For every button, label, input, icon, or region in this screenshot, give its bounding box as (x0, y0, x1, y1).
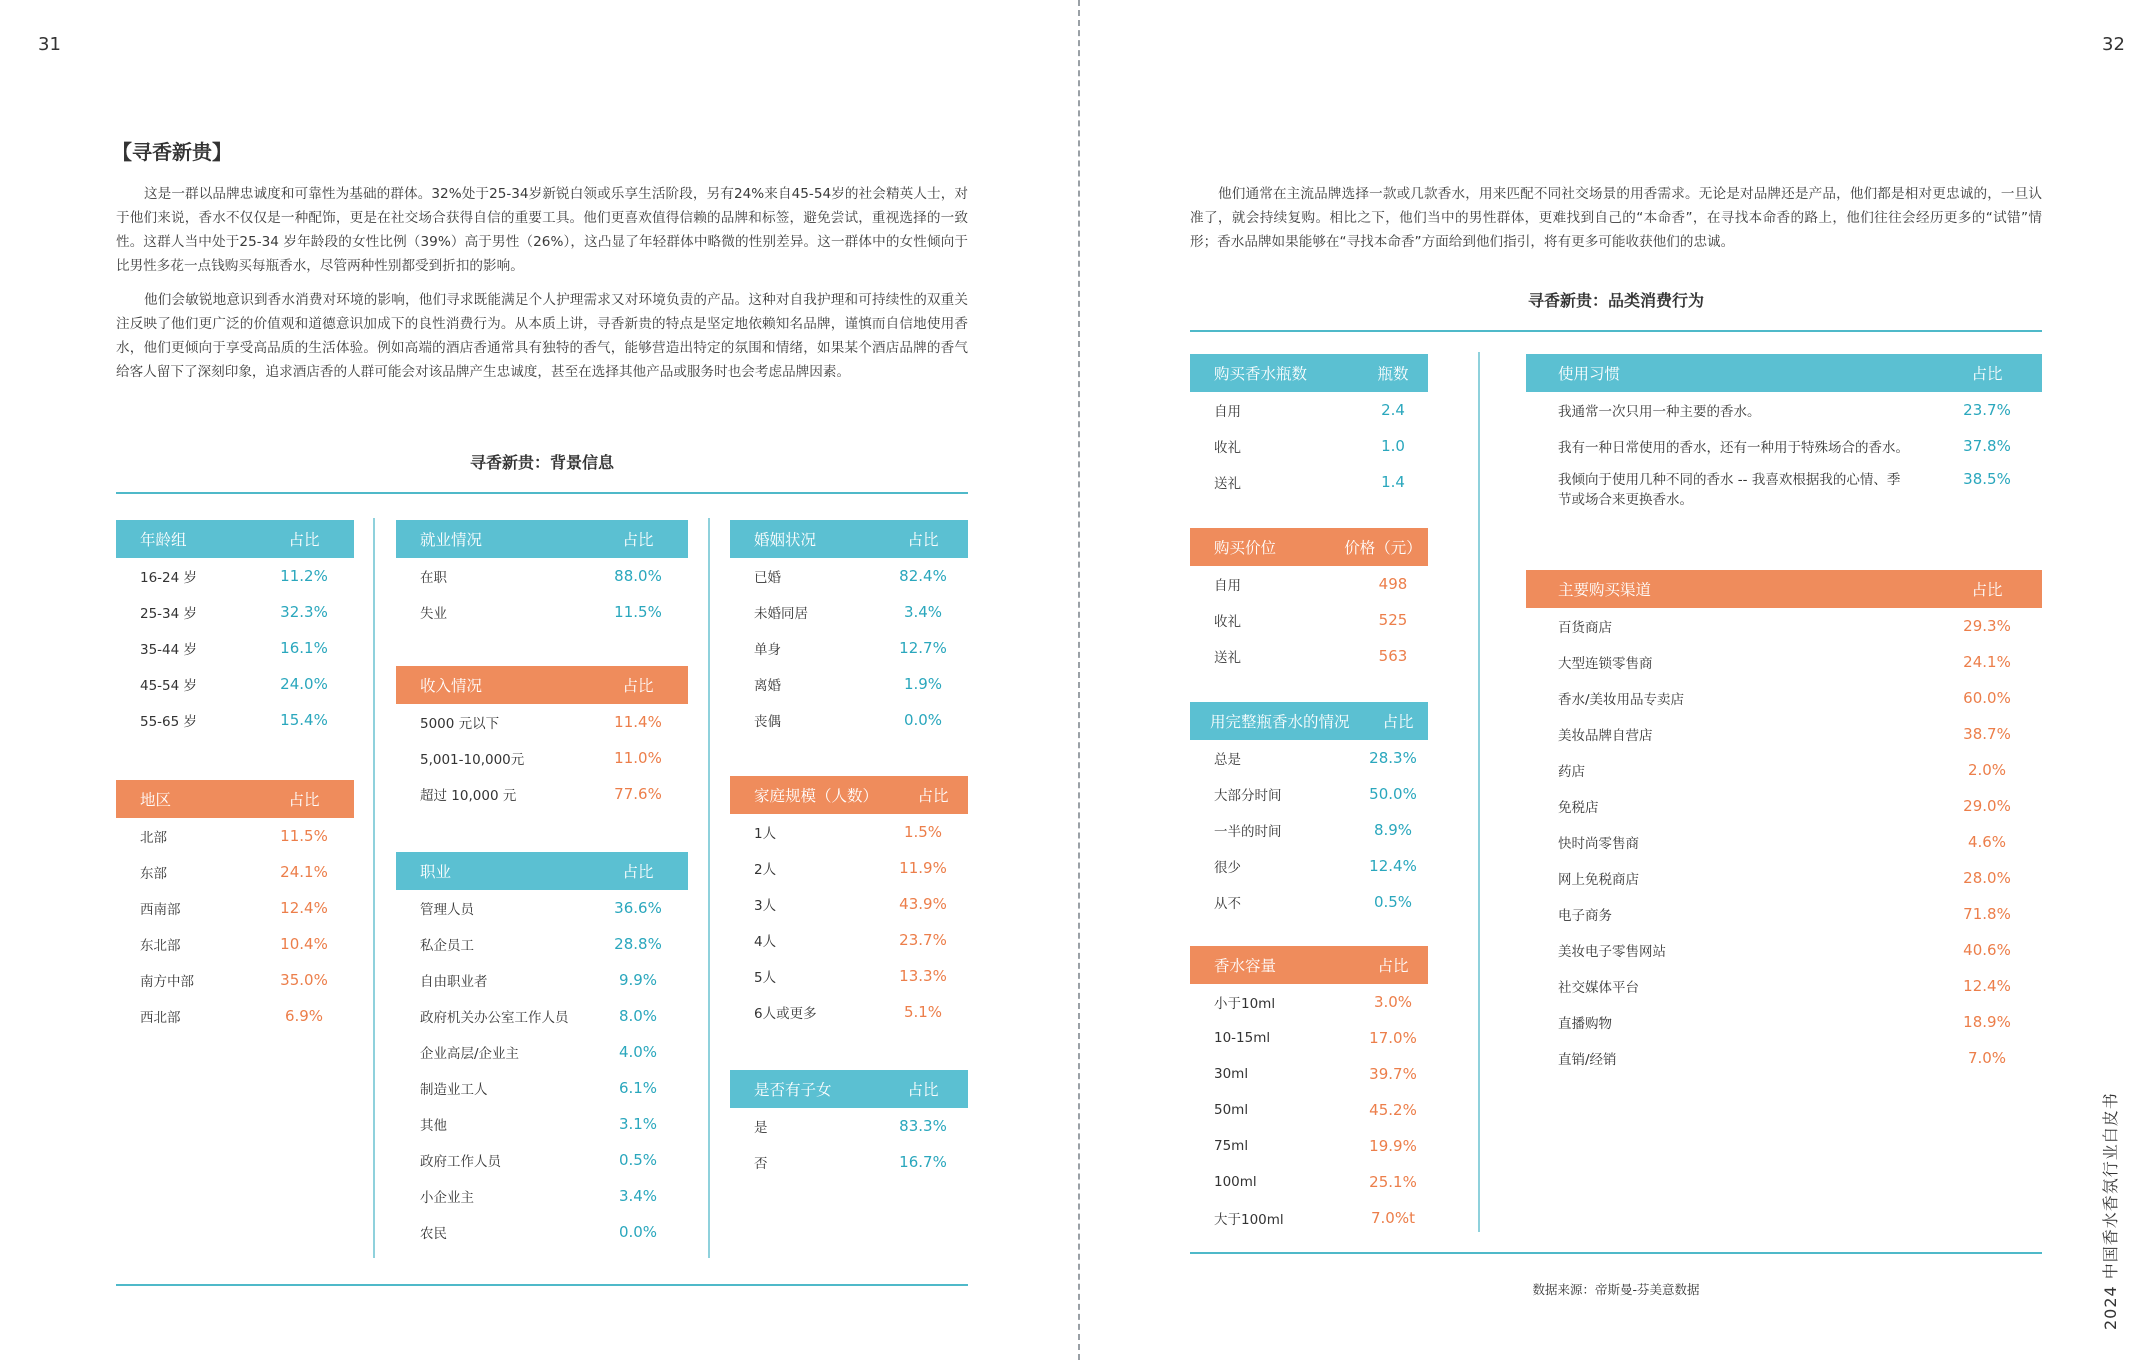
table-row (116, 926, 354, 962)
habits-table (1526, 354, 2042, 518)
row-label: 5人 (754, 970, 777, 986)
table-row (396, 1070, 688, 1106)
row-label: 大型连锁零售商 (1558, 656, 1653, 672)
right-bottom-rule (1190, 1252, 2042, 1254)
children-table (730, 1070, 968, 1180)
price-header-label: 购买价位 (1214, 539, 1277, 557)
row-value: 60.0% (1963, 689, 2011, 707)
side-title-text: 2024 中国香水香氛行业白皮书 (2101, 1092, 2120, 1330)
page-number-right: 32 (2102, 34, 2125, 55)
employment-header-label: 就业情况 (420, 531, 483, 549)
table-row (1526, 788, 2042, 824)
age-header-label: 年龄组 (140, 531, 187, 549)
table-row (396, 1106, 688, 1142)
table-row (396, 1214, 688, 1250)
row-label: 10-15ml (1214, 1030, 1271, 1046)
row-label: 政府工作人员 (420, 1154, 501, 1170)
table-row (1190, 884, 1428, 920)
table-row (1190, 1092, 1428, 1128)
side-title (2090, 1092, 2130, 1340)
row-label: 已婚 (754, 570, 781, 586)
row-value: 36.6% (614, 899, 662, 917)
row-value: 50.0% (1369, 785, 1417, 803)
occupation-table (396, 852, 688, 1250)
row-label: 收礼 (1214, 440, 1241, 456)
channels-header-label: 主要购买渠道 (1558, 581, 1652, 599)
row-label: 快时尚零售商 (1558, 836, 1639, 852)
row-value: 2.4 (1381, 401, 1405, 419)
table-row (1190, 638, 1428, 674)
row-value: 3.4% (903, 603, 943, 621)
children-table-header (730, 1070, 968, 1108)
row-label: 其他 (420, 1118, 447, 1134)
row-value: 3.0% (1373, 993, 1413, 1011)
employment-table (396, 520, 688, 630)
row-label: 美妆品牌自营店 (1558, 728, 1653, 744)
row-value: 24.0% (280, 675, 328, 693)
row-label: 大部分时间 (1214, 788, 1282, 804)
table-row (116, 890, 354, 926)
row-label: 一半的时间 (1214, 824, 1282, 840)
row-value: 1.4 (1381, 473, 1405, 491)
row-value: 9.9% (618, 971, 658, 989)
left-paragraph-1: 这是一群以品牌忠诚度和可靠性为基础的群体。32%处于25-34岁新锐白领或乐享生活阶段，另有24%来自45-54岁的社会精英人士，对于他们来说，香水不仅仅是一种配饰，更是在社交场合获得自信的重要工具。他们更喜欢值得信赖的品牌和标签，避免尝试，重视选择的一致性。这群人当中处于25-34 岁年龄段的女性比例（39%）高于男性（26%），这凸显了年轻群体中略微的性别差异。这一群体中的女性倾向于比男性多花一点钱购买每瓶香水，尽管两种性别都受到折扣的影响。 (116, 186, 968, 274)
row-value: 0.0% (618, 1223, 658, 1241)
household-table-header (730, 776, 968, 814)
row-label: 自用 (1214, 404, 1241, 420)
employment-header-value: 占比 (622, 531, 654, 549)
row-value: 7.0% (1967, 1049, 2007, 1067)
page-divider (1078, 0, 1080, 1360)
row-label: 75ml (1214, 1138, 1249, 1154)
age-header-value: 占比 (288, 531, 320, 549)
row-value: 0.5% (618, 1151, 658, 1169)
data-source: 数据来源：帝斯曼-芬美意数据 (1532, 1282, 1700, 1297)
right-column-divider (1478, 352, 1480, 1232)
row-label: 35-44 岁 (140, 642, 198, 658)
row-label: 美妆电子零售网站 (1558, 944, 1666, 960)
row-value: 1.0 (1381, 437, 1405, 455)
row-label: 私企员工 (420, 938, 474, 954)
row-label: 单身 (754, 642, 781, 658)
channels-table (1526, 570, 2042, 1076)
row-value: 11.2% (280, 567, 328, 585)
table-row (1190, 740, 1428, 776)
row-label: 45-54 岁 (140, 678, 198, 694)
table-row (116, 630, 354, 666)
row-label: 2人 (754, 862, 777, 878)
row-label: 免税店 (1558, 800, 1599, 816)
row-value: 8.9% (1373, 821, 1413, 839)
table-row (396, 594, 688, 630)
row-value: 38.7% (1963, 725, 2011, 743)
row-value: 83.3% (899, 1117, 947, 1135)
table-row (116, 998, 354, 1034)
right-top-rule (1190, 330, 2042, 332)
row-value: 12.4% (1369, 857, 1417, 875)
row-label: 30ml (1214, 1066, 1249, 1082)
bottles-header-label: 购买香水瓶数 (1214, 365, 1308, 383)
household-header-label: 家庭规模（人数） (754, 787, 879, 805)
habits-table-header (1526, 354, 2042, 392)
table-row (1190, 1164, 1428, 1200)
table-row (1190, 776, 1428, 812)
row-value: 37.8% (1963, 437, 2011, 455)
region-header-value: 占比 (288, 791, 320, 809)
income-table (396, 666, 688, 812)
habits-header-value: 占比 (1971, 365, 2003, 383)
row-label: 送礼 (1214, 650, 1241, 666)
row-value: 28.8% (614, 935, 662, 953)
left-paragraph-2: 他们会敏锐地意识到香水消费对环境的影响，他们寻求既能满足个人护理需求又对环境负责的产品。这种对自我护理和可持续性的双重关注反映了他们更广泛的价值观和道德意识加成下的良性消费行为。从本质上讲，寻香新贵的特点是坚定地依赖知名品牌，谨慎而自信地使用香水，他们更倾向于享受高品质的生活体验。例如高端的酒店香通常具有独特的香气，能够营造出特定的氛围和情绪，如果某个酒店品牌的香气给客人留下了深刻印象，追求酒店香的人群可能会对该品牌产生忠诚度，甚至在选择其他产品或服务时也会考虑品牌因素。 (116, 292, 968, 380)
row-value: 40.6% (1963, 941, 2011, 959)
row-value: 1.5% (903, 823, 943, 841)
row-label: 西南部 (140, 902, 181, 918)
right-subtitle: 寻香新贵：品类消费行为 (1527, 291, 1704, 310)
row-label: 东北部 (140, 938, 181, 954)
table-row (1190, 464, 1428, 500)
employment-table-header (396, 520, 688, 558)
row-value: 5.1% (903, 1003, 943, 1021)
row-label: 药店 (1558, 764, 1585, 780)
capacity-header-value: 占比 (1377, 957, 1409, 975)
habits-header-label: 使用习惯 (1558, 365, 1621, 383)
marital-table-header (730, 520, 968, 558)
price-header-value: 价格（元） (1344, 539, 1422, 557)
row-value: 71.8% (1963, 905, 2011, 923)
left-top-rule (116, 492, 968, 494)
row-label: 西北部 (140, 1010, 181, 1026)
occupation-table-header (396, 852, 688, 890)
table-row (1190, 1128, 1428, 1164)
table-row (116, 818, 354, 854)
table-row (730, 814, 968, 850)
capacity-table-header (1190, 946, 1428, 984)
row-value: 11.5% (280, 827, 328, 845)
row-value: 4.6% (1967, 833, 2007, 851)
row-label: 1人 (754, 826, 777, 842)
row-label: 社交媒体平台 (1558, 980, 1639, 996)
region-table (116, 780, 354, 1034)
left-column-divider-2 (708, 518, 710, 1258)
row-label: 6人或更多 (754, 1006, 817, 1022)
row-value: 498 (1378, 575, 1408, 593)
table-row (1190, 428, 1428, 464)
capacity-table (1190, 946, 1428, 1236)
table-row (396, 776, 688, 812)
row-label: 100ml (1214, 1174, 1257, 1190)
row-value: 32.3% (280, 603, 328, 621)
finish-table (1190, 702, 1428, 920)
row-value: 28.0% (1963, 869, 2011, 887)
finish-table-header (1190, 702, 1428, 740)
bottles-header-value: 瓶数 (1377, 365, 1409, 383)
right-paragraph: 他们通常在主流品牌选择一款或几款香水，用来匹配不同社交场景的用香需求。无论是对品牌还是产品，他们都是相对更忠诚的，一旦认准了，就会持续复购。相比之下，他们当中的男性群体，更难找到自己的“本命香”，在寻找本命香的路上，他们往往会经历更多的“试错”情形；香水品牌如果能够在“寻找本命香”方面给到他们指引，将有更多可能收获他们的忠诚。 (1190, 186, 2042, 250)
row-label: 3人 (754, 898, 777, 914)
table-row (396, 1034, 688, 1070)
row-label: 大于100ml (1214, 1212, 1284, 1228)
row-value: 2.0% (1967, 761, 2007, 779)
row-label: 自用 (1214, 578, 1241, 594)
table-row (396, 1178, 688, 1214)
row-label: 管理人员 (420, 902, 474, 918)
row-label: 东部 (140, 866, 167, 882)
table-row (1526, 1040, 2042, 1076)
table-row (1526, 896, 2042, 932)
row-value: 16.1% (280, 639, 328, 657)
row-label: 北部 (140, 830, 167, 846)
row-value: 16.7% (899, 1153, 947, 1171)
row-label: 网上免税商店 (1558, 872, 1639, 888)
table-row (1190, 984, 1428, 1020)
household-table (730, 776, 968, 1030)
row-label: 50ml (1214, 1102, 1249, 1118)
row-value: 17.0% (1369, 1029, 1417, 1047)
row-label: 5,001-10,000元 (420, 752, 525, 768)
table-row (730, 558, 968, 594)
children-header-value: 占比 (907, 1081, 939, 1099)
table-row (116, 854, 354, 890)
row-value: 24.1% (1963, 653, 2011, 671)
row-label: 55-65 岁 (140, 714, 198, 730)
table-row (1190, 848, 1428, 884)
table-row (730, 850, 968, 886)
row-label: 直销/经销 (1558, 1052, 1617, 1068)
region-table-header (116, 780, 354, 818)
row-label: 5000 元以下 (420, 716, 500, 732)
row-value: 6.1% (618, 1079, 658, 1097)
table-row (1526, 968, 2042, 1004)
table-row (1526, 644, 2042, 680)
table-row (396, 740, 688, 776)
row-label: 从不 (1214, 896, 1241, 912)
table-row (1526, 932, 2042, 968)
left-column-divider-1 (373, 518, 375, 1258)
row-value: 15.4% (280, 711, 328, 729)
row-value: 6.9% (284, 1007, 324, 1025)
row-value: 10.4% (280, 935, 328, 953)
row-value: 24.1% (280, 863, 328, 881)
table-row (396, 1142, 688, 1178)
row-label: 南方中部 (140, 974, 194, 990)
row-value: 4.0% (618, 1043, 658, 1061)
price-table-header (1190, 528, 1428, 566)
left-bottom-rule (116, 1284, 968, 1286)
household-header-value: 占比 (917, 787, 949, 805)
row-label: 很少 (1214, 860, 1241, 876)
table-row (1190, 392, 1428, 428)
row-value: 45.2% (1369, 1101, 1417, 1119)
row-value: 23.7% (1963, 401, 2011, 419)
row-value: 11.5% (614, 603, 662, 621)
page-number-left: 31 (38, 34, 61, 55)
row-label: 小于10ml (1214, 996, 1276, 1012)
row-value: 3.1% (618, 1115, 658, 1133)
table-row (1190, 566, 1428, 602)
income-header-label: 收入情况 (420, 677, 483, 695)
row-value: 88.0% (614, 567, 662, 585)
table-row (730, 922, 968, 958)
table-row (730, 630, 968, 666)
marital-header-value: 占比 (907, 531, 939, 549)
row-value: 11.0% (614, 749, 662, 767)
row-label: 我倾向于使用几种不同的香水 -- 我喜欢根据我的心情、季节或场合来更换香水。 (1558, 472, 1901, 508)
bottles-table-header (1190, 354, 1428, 392)
table-row (730, 994, 968, 1030)
row-value: 12.7% (899, 639, 947, 657)
table-row (730, 958, 968, 994)
row-label: 总是 (1214, 752, 1241, 768)
row-value: 18.9% (1963, 1013, 2011, 1031)
income-header-value: 占比 (622, 677, 654, 695)
table-row (730, 594, 968, 630)
table-row (116, 702, 354, 738)
row-label: 我通常一次只用一种主要的香水。 (1558, 404, 1761, 420)
row-label: 否 (754, 1156, 768, 1172)
finish-header-value: 占比 (1382, 713, 1414, 731)
row-value: 12.4% (280, 899, 328, 917)
row-label: 4人 (754, 934, 777, 950)
row-value: 38.5% (1963, 470, 2011, 488)
row-label: 自由职业者 (420, 974, 488, 990)
row-label: 我有一种日常使用的香水，还有一种用于特殊场合的香水。 (1558, 440, 1909, 456)
table-row (116, 558, 354, 594)
occupation-header-value: 占比 (622, 863, 654, 881)
row-value: 43.9% (899, 895, 947, 913)
table-row (116, 666, 354, 702)
marital-table (730, 520, 968, 738)
table-row (1526, 392, 2042, 428)
row-value: 29.3% (1963, 617, 2011, 635)
channels-table-header (1526, 570, 2042, 608)
row-label: 送礼 (1214, 476, 1241, 492)
children-header-label: 是否有子女 (754, 1081, 832, 1099)
row-label: 政府机关办公室工作人员 (420, 1010, 569, 1026)
table-row (116, 594, 354, 630)
row-label: 制造业工人 (420, 1082, 488, 1098)
region-header-label: 地区 (140, 791, 172, 809)
row-value: 1.9% (903, 675, 943, 693)
occupation-header-label: 职业 (420, 863, 452, 881)
table-row (1526, 824, 2042, 860)
age-table-header (116, 520, 354, 558)
row-value: 7.0%t (1371, 1209, 1415, 1227)
table-row (1526, 1004, 2042, 1040)
row-label: 未婚同居 (754, 606, 808, 622)
row-label: 25-34 岁 (140, 606, 198, 622)
row-label: 超过 10,000 元 (420, 788, 517, 804)
row-value: 28.3% (1369, 749, 1417, 767)
income-table-header (396, 666, 688, 704)
row-value: 525 (1378, 611, 1408, 629)
table-row (396, 998, 688, 1034)
table-row (1190, 812, 1428, 848)
table-row (1526, 464, 2042, 518)
row-value: 19.9% (1369, 1137, 1417, 1155)
table-row (730, 666, 968, 702)
row-label: 小企业主 (420, 1190, 474, 1206)
row-label: 在职 (420, 570, 447, 586)
row-label: 丧偶 (754, 714, 781, 730)
table-row (730, 1144, 968, 1180)
table-row (116, 962, 354, 998)
row-value: 0.5% (1373, 893, 1413, 911)
row-label: 直播购物 (1558, 1016, 1612, 1032)
row-label: 百货商店 (1558, 620, 1612, 636)
table-row (396, 890, 688, 926)
row-value: 29.0% (1963, 797, 2011, 815)
row-value: 12.4% (1963, 977, 2011, 995)
row-label: 香水/美妆用品专卖店 (1558, 692, 1685, 708)
capacity-header-label: 香水容量 (1214, 957, 1277, 975)
row-value: 82.4% (899, 567, 947, 585)
row-value: 13.3% (899, 967, 947, 985)
age-table (116, 520, 354, 738)
table-row (396, 926, 688, 962)
row-value: 8.0% (618, 1007, 658, 1025)
table-row (1526, 428, 2042, 464)
table-row (730, 886, 968, 922)
marital-header-label: 婚姻状况 (754, 531, 817, 549)
channels-header-value: 占比 (1971, 581, 2003, 599)
row-label: 是 (754, 1120, 768, 1136)
table-row (1526, 752, 2042, 788)
row-value: 11.4% (614, 713, 662, 731)
row-label: 失业 (420, 606, 447, 622)
row-value: 0.0% (903, 711, 943, 729)
row-value: 39.7% (1369, 1065, 1417, 1083)
row-value: 3.4% (618, 1187, 658, 1205)
table-row (730, 1108, 968, 1144)
table-row (1526, 716, 2042, 752)
price-table (1190, 528, 1428, 674)
table-row (1190, 1056, 1428, 1092)
table-row (396, 962, 688, 998)
left-subtitle: 寻香新贵：背景信息 (469, 453, 614, 472)
finish-header-label: 用完整瓶香水的情况 (1210, 713, 1350, 731)
table-row (1526, 860, 2042, 896)
row-value: 77.6% (614, 785, 662, 803)
section-title: 【寻香新贵】 (112, 140, 232, 164)
table-row (1526, 608, 2042, 644)
row-label: 离婚 (754, 678, 781, 694)
row-label: 农民 (420, 1226, 447, 1242)
table-row (1190, 1020, 1428, 1056)
row-label: 电子商务 (1558, 908, 1612, 924)
table-row (1190, 602, 1428, 638)
table-row (1190, 1200, 1428, 1236)
row-label: 企业高层/企业主 (420, 1046, 520, 1062)
row-value: 23.7% (899, 931, 947, 949)
bottles-table (1190, 354, 1428, 500)
table-row (730, 702, 968, 738)
table-row (396, 558, 688, 594)
table-row (396, 704, 688, 740)
table-row (1526, 680, 2042, 716)
row-value: 25.1% (1369, 1173, 1417, 1191)
row-value: 35.0% (280, 971, 328, 989)
row-value: 563 (1378, 647, 1408, 665)
row-label: 收礼 (1214, 614, 1241, 630)
row-value: 11.9% (899, 859, 947, 877)
row-label: 16-24 岁 (140, 570, 198, 586)
